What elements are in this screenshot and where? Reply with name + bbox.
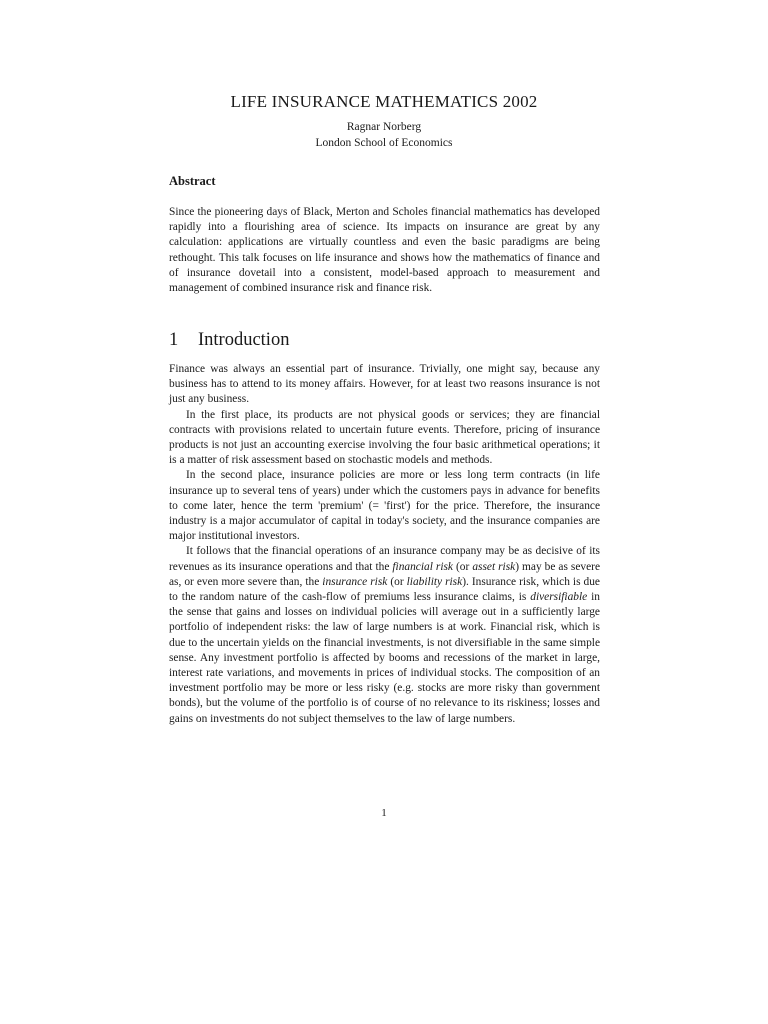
paragraph-text: Finance was always an essential part of insurance. Trivially, one might say, because any business has to attend to its money affairs. However, for at least two reasons insurance is not just any business.: [169, 363, 600, 406]
paragraph: [169, 544, 600, 726]
section-heading: [169, 330, 289, 351]
section-title: Introduction: [198, 330, 290, 350]
introduction-body: [169, 362, 600, 727]
emphasized-term: liability risk: [406, 575, 463, 588]
author-affiliation: London School of Economics: [315, 137, 453, 149]
page-number: 1: [381, 807, 387, 819]
paragraph-text: in the sense that gains and losses on individual policies will average out in a sufficiently large portfolio of independent risks: the law of large numbers is at work. Financial risk, which is due to the uncertain yields on the financial investments, is not diversifiable in the same simple sense. Any investment portfolio is affected by booms and recessions of the market in large, interest rate variations, and movements in prices of individual stocks. The composition of an investment portfolio may be more or less risky (e.g. stocks are more risky than government bonds), but the volume of the portfolio is of course of no relevance to its riskiness; losses and gains on investments do not subject themselves to the law of large numbers.: [169, 591, 600, 725]
paragraph: [169, 468, 600, 544]
paragraph-text: (or: [453, 560, 473, 573]
abstract-text: Since the pioneering days of Black, Merton and Scholes financial mathematics has developed rapidly into a flourishing area of science. Its impacts on insurance are great by any calculation: applications are virtually countless and even the basic paradigms are being rethought. This talk focuses on life insurance and shows how the mathematics of finance and of insurance dovetail into a consistent, model-based approach to measurement and management of combined insurance risk and finance risk.: [169, 206, 600, 295]
author-block: [0, 119, 768, 151]
emphasized-term: financial risk: [392, 560, 453, 573]
emphasized-term: insurance risk: [322, 575, 388, 588]
emphasized-term: diversifiable: [530, 591, 588, 604]
paragraph-text: ) may be as severe as, or even more severe than, the: [169, 560, 601, 588]
paragraph-text: In the second place, insurance policies are more or less long term contracts (in life insurance up to several tens of years) under which the customers pays in advance for benefits to come later, hence the term 'premium' (= 'first') for the price. Therefore, the insurance industry is a major accumulator of capital in today's society, and the insurance companies are major institutional investors.: [169, 469, 600, 543]
author-name: Ragnar Norberg: [346, 121, 422, 133]
emphasized-term: asset risk: [472, 560, 516, 573]
section-number: 1: [169, 330, 179, 350]
paragraph-text: It follows that the financial operations of an insurance company may be as decisive of its revenues as its insurance operations and that the: [169, 545, 600, 573]
paragraph-text: ). Insurance risk, which is due to the random nature of the cash-flow of premiums less insurance claims, is: [169, 575, 600, 604]
paragraph-text: In the first place, its products are not physical goods or services; they are financial contracts with provisions related to uncertain future events. Therefore, pricing of insurance products is not just an accounting exercise involving the four basic arithmetical operations; it is a matter of risk assessment based on stochastic models and methods.: [169, 408, 600, 467]
paragraph: [169, 408, 600, 469]
paragraph: [169, 362, 600, 408]
abstract-heading: Abstract: [169, 174, 216, 188]
paragraph-text: (or: [387, 575, 407, 588]
paper-title: LIFE INSURANCE MATHEMATICS 2002: [230, 92, 538, 111]
